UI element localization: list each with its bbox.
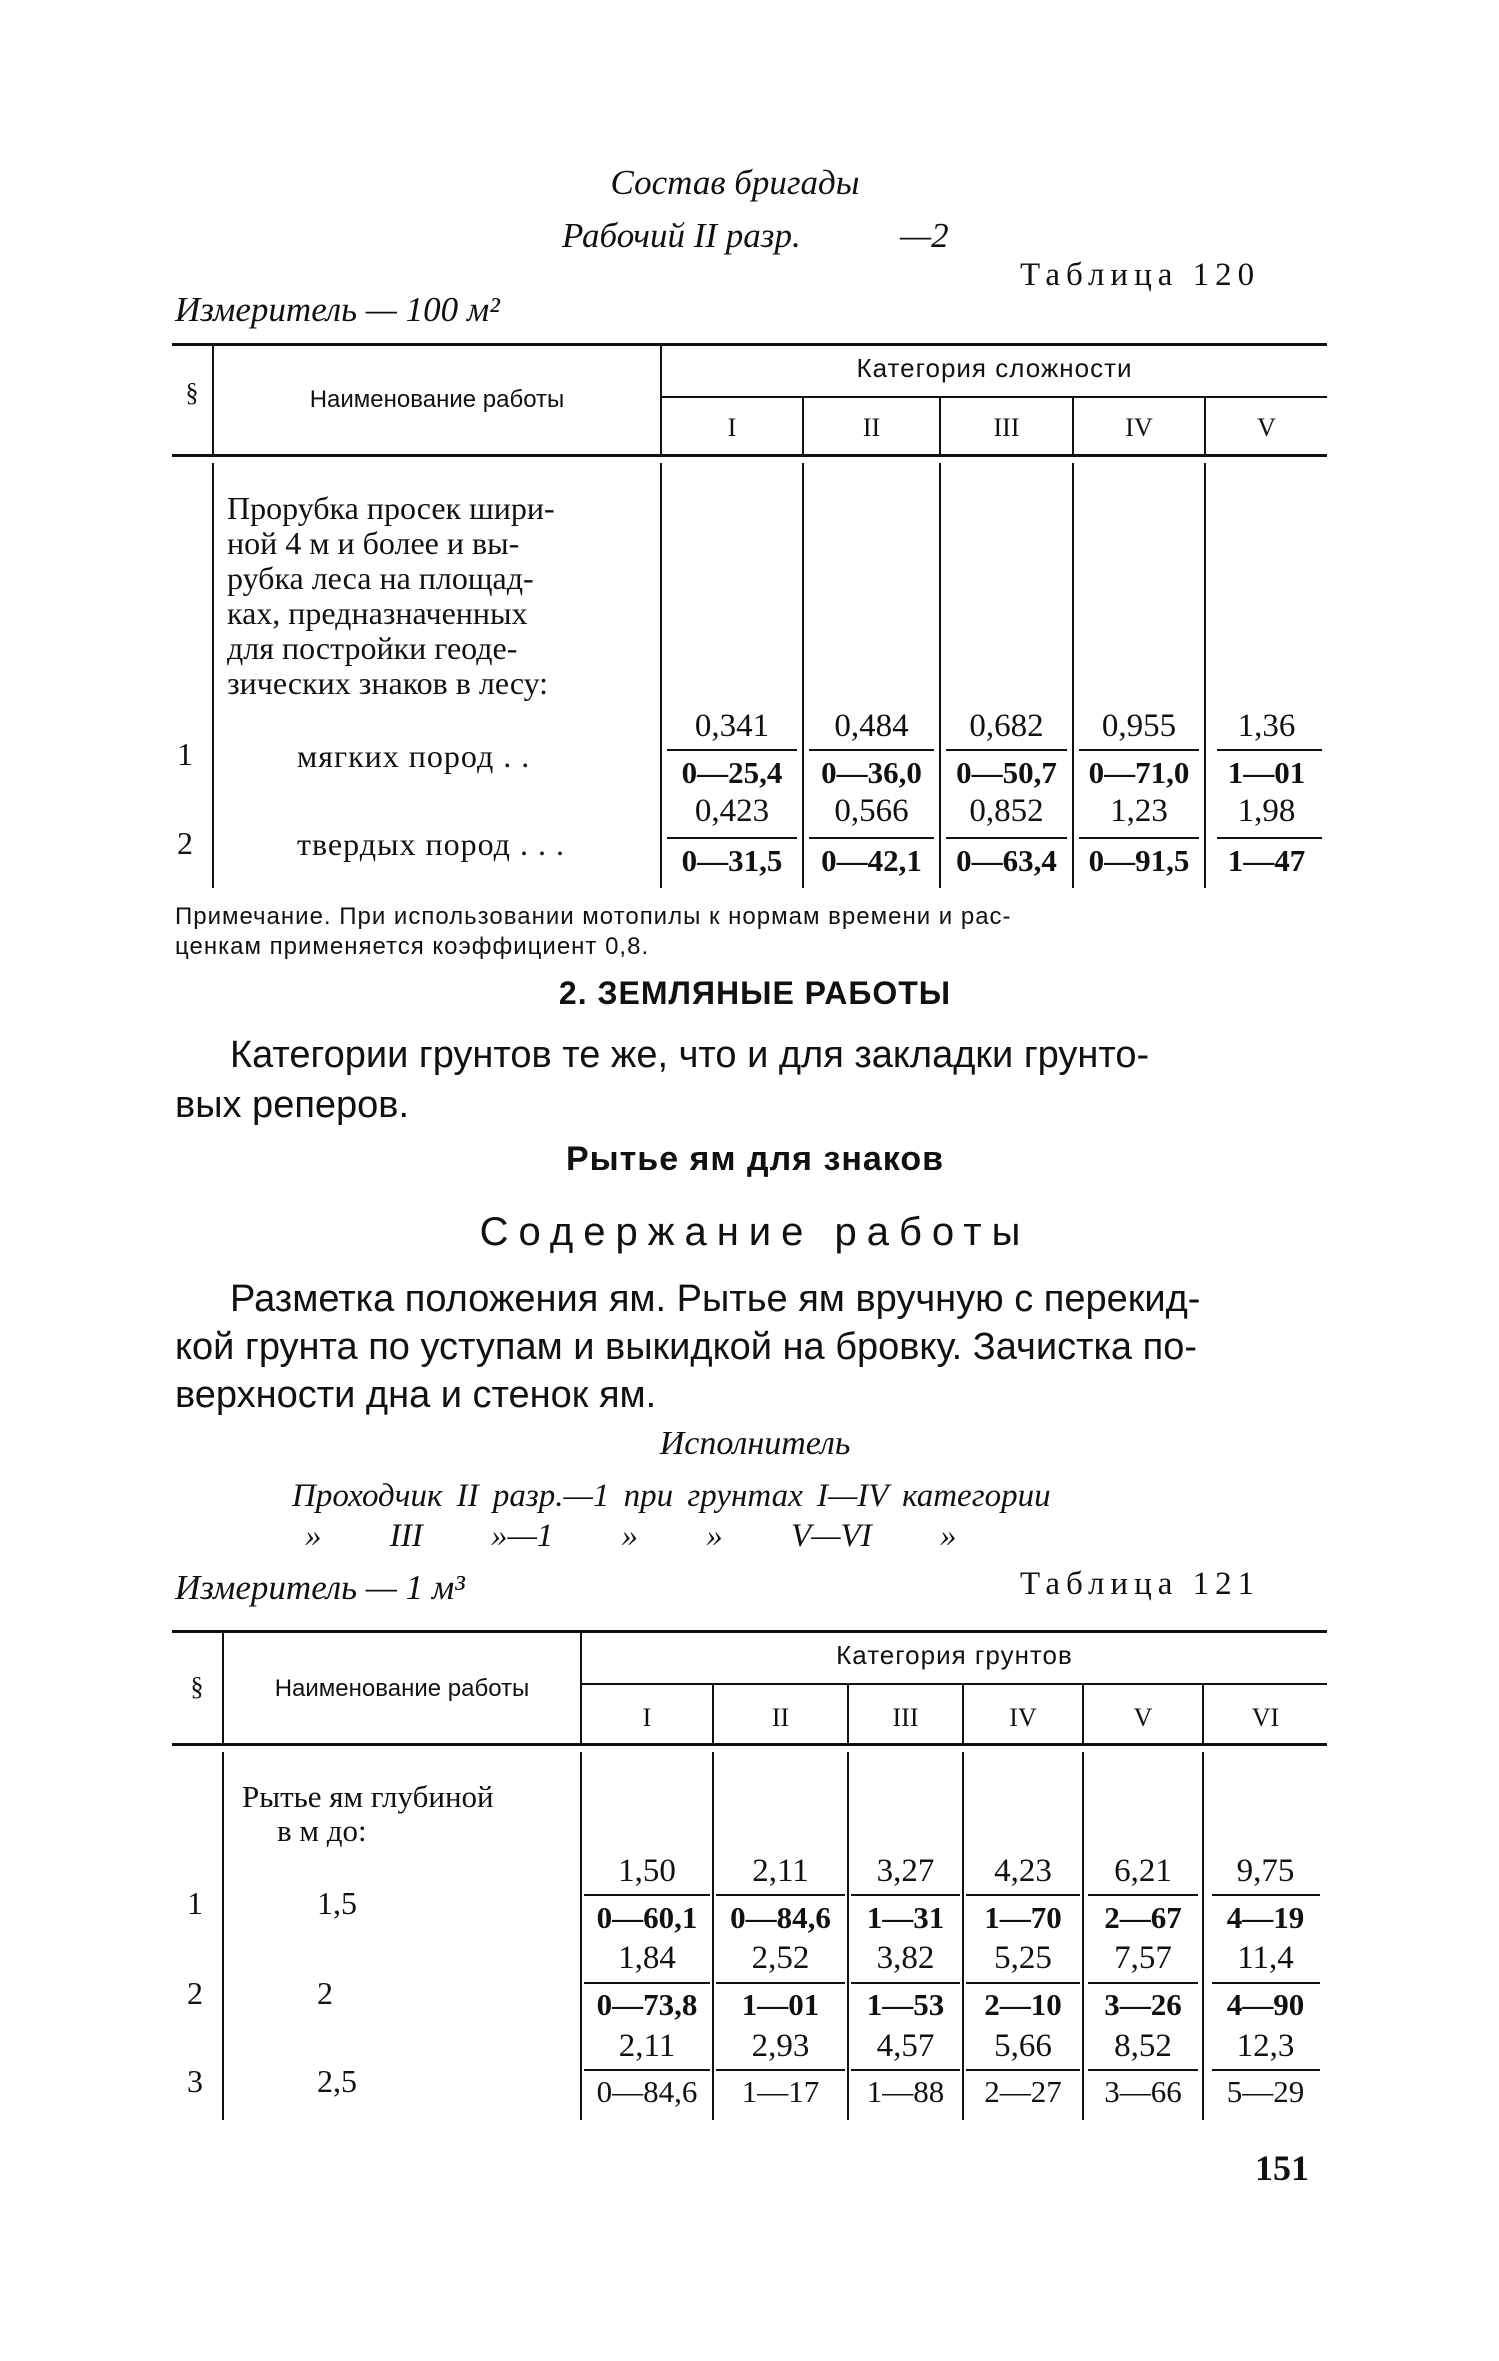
norm-value: 2,11	[618, 2028, 676, 2064]
table-120	[172, 343, 1327, 888]
row-name: мягких пород . .	[297, 738, 531, 774]
rate-value: 2—27	[984, 2074, 1062, 2109]
fraction-rule	[966, 2069, 1080, 2071]
note-line: ценкам применяется коэффициент 0,8.	[175, 933, 650, 960]
paragraph-line: кой грунта по уступам и выкидкой на бровку. Зачистка по-	[175, 1326, 1197, 1368]
rate-value: 2—10	[984, 1987, 1062, 2022]
header-bottom-rule	[172, 1743, 1327, 1746]
norm-value: 1,50	[618, 1853, 676, 1889]
fraction-rule	[1088, 2069, 1198, 2071]
table121-label: Таблица 121	[1020, 1566, 1261, 1602]
norm-value: 7,57	[1114, 1940, 1172, 1976]
description-line: в м до:	[277, 1813, 367, 1848]
norm-value: 1,23	[1110, 793, 1168, 829]
col-section-header: §	[185, 378, 199, 407]
row-number: 2	[177, 825, 193, 861]
rate-value: 1—53	[866, 1987, 945, 2022]
col-cat-1: I	[642, 1703, 652, 1732]
rate-value: 3—26	[1104, 1987, 1182, 2022]
header-bottom-rule	[172, 454, 1327, 457]
rate-value: 0—36,0	[821, 755, 922, 790]
brigade-line: Рабочий II разр.	[562, 216, 801, 255]
note-line: Примечание. При использовании мотопилы к нормам времени и рас-	[175, 903, 1012, 930]
norm-value: 0,423	[694, 793, 770, 829]
row-number: 1	[187, 1885, 203, 1921]
norm-value: 2,52	[751, 1940, 810, 1976]
group-rule	[662, 396, 1327, 398]
fraction-rule	[966, 1894, 1080, 1896]
fraction-rule	[667, 837, 797, 839]
norm-value: 0,566	[834, 793, 909, 829]
rate-value: 0—63,4	[956, 843, 1057, 878]
rate-value: 5—29	[1226, 2074, 1305, 2109]
rate-value: 0—91,5	[1088, 843, 1190, 878]
col-cat-4: IV	[1009, 1703, 1037, 1732]
fraction-rule	[809, 837, 934, 839]
executor-title: Исполнитель	[659, 1425, 851, 1462]
fraction-rule	[851, 2069, 960, 2071]
note	[175, 902, 1335, 962]
rate-value: 1—01	[741, 1987, 820, 2022]
rate-value: 0—84,6	[730, 1900, 831, 1935]
subsection-heading: Рытье ям для знаков	[565, 1140, 945, 1178]
norm-value: 9,75	[1236, 1853, 1295, 1889]
description-line: ках, предназначенных	[227, 595, 528, 631]
norm-value: 0,341	[694, 708, 770, 744]
rate-value: 0—25,4	[681, 755, 783, 790]
col-cat-4: IV	[1125, 413, 1153, 442]
col-cat-2: II	[862, 413, 881, 442]
description-line: для постройки геоде-	[227, 630, 518, 666]
norm-value: 6,21	[1114, 1853, 1172, 1889]
group-rule	[582, 1683, 1327, 1685]
rate-value: 1—88	[866, 2074, 945, 2109]
header-divider	[222, 1630, 224, 1743]
fraction-rule	[966, 1982, 1080, 1984]
fraction-rule	[946, 837, 1067, 839]
col-cat-2: II	[771, 1703, 790, 1732]
fraction-rule	[946, 749, 1067, 751]
rate-value: 2—67	[1104, 1900, 1182, 1935]
table121-unit: Измеритель — 1 м³	[175, 1568, 465, 1607]
row-name: 1,5	[317, 1885, 357, 1921]
col-name-header: Наименование работы	[309, 386, 565, 413]
fraction-rule	[584, 2069, 710, 2071]
col-name-header: Наименование работы	[274, 1675, 530, 1702]
col-cat-3: III	[993, 413, 1020, 442]
col-section-header: §	[190, 1672, 204, 1701]
description-line: рубка леса на площад-	[227, 560, 534, 596]
rate-value: 4—90	[1226, 1987, 1305, 2022]
fraction-rule	[1079, 837, 1199, 839]
rate-value: 1—47	[1227, 843, 1306, 878]
brigade-title: Состав бригады	[610, 163, 860, 202]
fraction-rule	[1088, 1894, 1198, 1896]
fraction-rule	[1217, 837, 1322, 839]
norm-value: 3,82	[876, 1940, 935, 1976]
row-number: 1	[177, 736, 193, 772]
fraction-rule	[1212, 2069, 1320, 2071]
rate-value: 1—70	[984, 1900, 1062, 1935]
paragraph-line: вых реперов.	[175, 1084, 410, 1126]
norm-value: 1,36	[1237, 708, 1296, 744]
norm-value: 5,25	[994, 1940, 1052, 1976]
table120-unit: Измеритель — 100 м²	[175, 290, 500, 329]
rate-value: 0—71,0	[1088, 755, 1190, 790]
col-group-header: Категория грунтов	[836, 1640, 1073, 1670]
rate-value: 0—60,1	[596, 1900, 698, 1935]
paragraph-line: Разметка положения ям. Рытье ям вручную с перекид-	[230, 1278, 1201, 1320]
fraction-rule	[584, 1894, 710, 1896]
fraction-rule	[809, 749, 934, 751]
fraction-rule	[1088, 1982, 1198, 1984]
norm-value: 0,852	[969, 793, 1044, 829]
row-number: 3	[187, 2063, 203, 2099]
work-description	[227, 491, 657, 701]
norm-value: 1,98	[1237, 793, 1296, 829]
norm-value: 4,23	[994, 1853, 1052, 1889]
rate-value: 0—50,7	[956, 755, 1057, 790]
norm-value: 4,57	[876, 2028, 935, 2064]
executor-line: Проходчик II разр.—1 при грунтах I—IV категории	[292, 1478, 1051, 1514]
table-top-rule	[172, 343, 1327, 346]
page-number: 151	[1255, 2148, 1309, 2188]
content-paragraph	[175, 1275, 1345, 1419]
rate-value: 0—84,6	[596, 2074, 698, 2109]
fraction-rule	[1212, 1982, 1320, 1984]
rate-value: 0—31,5	[681, 843, 783, 878]
header-divider	[212, 343, 214, 454]
row-name: 2,5	[317, 2063, 357, 2099]
description-line: Рытье ям глубиной	[242, 1779, 494, 1814]
rate-value: 0—42,1	[821, 843, 922, 878]
rate-value: 0—73,8	[596, 1987, 698, 2022]
rate-value: 3—66	[1104, 2074, 1182, 2109]
fraction-rule	[716, 1982, 845, 1984]
fraction-rule	[584, 1982, 710, 1984]
section-paragraph	[175, 1030, 1345, 1130]
description-line: ной 4 м и более и вы-	[227, 525, 520, 561]
brigade-line-count: —2	[900, 216, 949, 255]
row-name: твердых пород . . .	[297, 826, 565, 862]
table120-label: Таблица 120	[1020, 257, 1261, 293]
fraction-rule	[667, 749, 797, 751]
body-divider	[222, 1752, 224, 2120]
norm-value: 2,93	[751, 2028, 810, 2064]
col-cat-5: V	[1133, 1703, 1153, 1732]
norm-value: 5,66	[994, 2028, 1052, 2064]
col-cat-1: I	[727, 413, 737, 442]
norm-value: 1,84	[618, 1940, 676, 1976]
norm-value: 2,11	[752, 1853, 809, 1889]
rate-value: 4—19	[1226, 1900, 1305, 1935]
rate-value: 1—31	[866, 1900, 945, 1935]
col-cat-5: V	[1257, 413, 1276, 442]
body-divider	[212, 463, 214, 888]
section-heading: 2. ЗЕМЛЯНЫЕ РАБОТЫ	[558, 975, 952, 1011]
norm-value: 8,52	[1114, 2028, 1172, 2064]
content-heading: Содержание работы	[479, 1210, 1031, 1254]
rate-value: 1—01	[1227, 755, 1306, 790]
col-cat-3: III	[892, 1703, 919, 1732]
rate-value: 1—17	[741, 2074, 820, 2109]
description-line: зических знаков в лесу:	[227, 665, 549, 701]
fraction-rule	[1079, 749, 1199, 751]
norm-value: 0,484	[834, 708, 909, 744]
norm-value: 11,4	[1237, 1940, 1294, 1976]
norm-value: 12,3	[1236, 2028, 1295, 2064]
paragraph-line: верхности дна и стенок ям.	[175, 1374, 657, 1416]
fraction-rule	[1212, 1894, 1320, 1896]
table-121	[172, 1630, 1327, 2120]
col-group-header: Категория сложности	[856, 353, 1133, 383]
norm-value: 0,955	[1101, 708, 1177, 744]
row-number: 2	[187, 1975, 203, 2011]
norm-value: 0,682	[969, 708, 1044, 744]
work-description	[242, 1780, 582, 1848]
paragraph-line: Категории грунтов те же, что и для закладки грунто-	[230, 1034, 1150, 1076]
table-top-rule	[172, 1630, 1327, 1633]
fraction-rule	[716, 1894, 845, 1896]
executor-line: » III »—1 » » V—VI »	[305, 1518, 957, 1554]
description-line: Прорубка просек шири-	[227, 490, 555, 526]
fraction-rule	[851, 1894, 960, 1896]
fraction-rule	[851, 1982, 960, 1984]
row-name: 2	[317, 1975, 333, 2011]
norm-value: 3,27	[876, 1853, 935, 1889]
col-cat-6: VI	[1251, 1703, 1280, 1732]
fraction-rule	[1217, 749, 1322, 751]
fraction-rule	[716, 2069, 845, 2071]
